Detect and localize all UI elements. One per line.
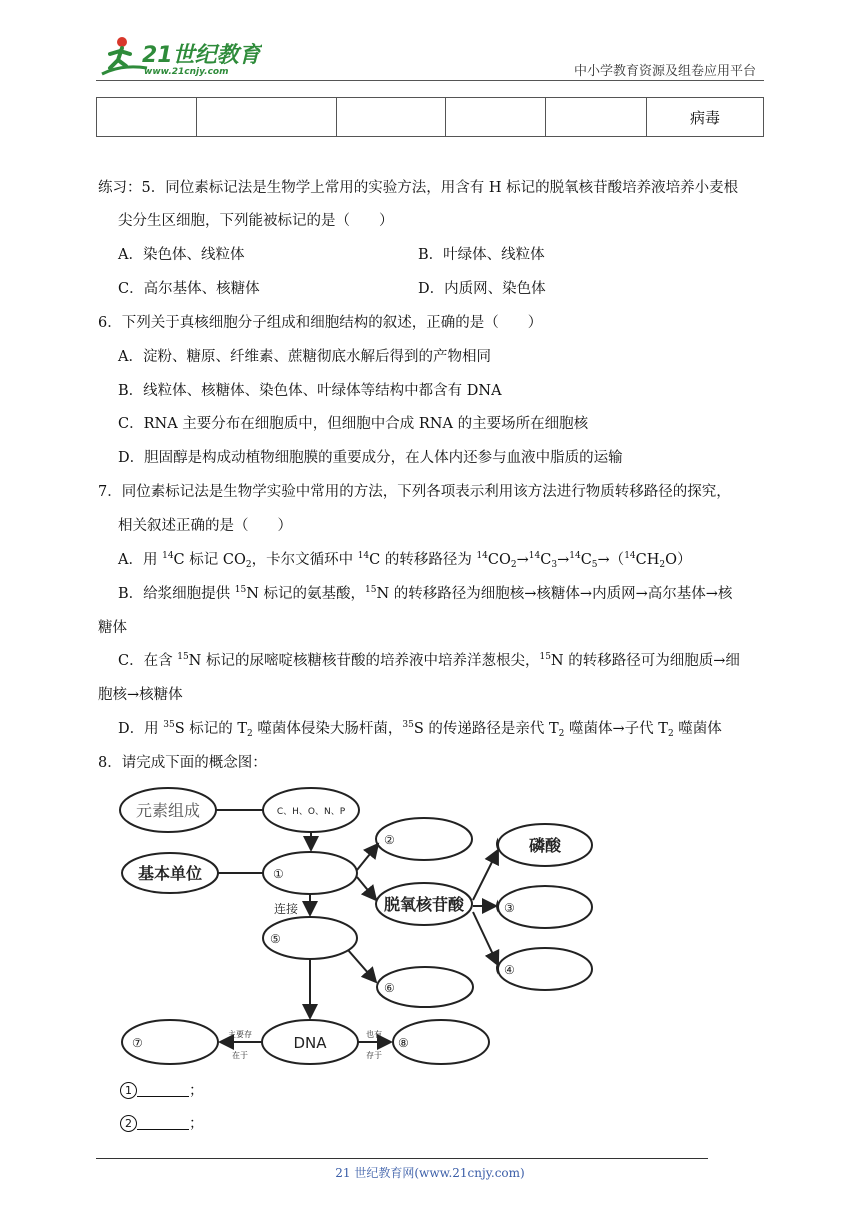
- site-logo: [92, 34, 262, 80]
- label-yeyou: 也有: [366, 1030, 382, 1039]
- q6-option-d: D．胆固醇是构成动植物细胞膜的重要成分，在人体内还参与血液中脂质的运输: [118, 450, 623, 466]
- label-jiben: 基本单位: [137, 864, 203, 883]
- label-chonp: C、H、O、N、P: [276, 807, 346, 817]
- q7-option-b-line1: B．给浆细胞提供 $^{15}$N 标记的氨基酸，$^{15}$N 的转移路径为细胞核→核糖体→内质网→高尔基体→核: [118, 585, 733, 602]
- label-2: ②: [384, 833, 395, 847]
- concept-diagram-far-right: [496, 822, 596, 1007]
- logo-text: 21世纪教育: [142, 43, 261, 68]
- label-yuansu: 元素组成: [135, 801, 201, 820]
- q7-option-c-line2: 胞核→核糖体: [98, 687, 183, 703]
- runner-logo-icon: [92, 34, 262, 80]
- table-cell: [546, 98, 647, 137]
- q6-option-a: A．淀粉、糖原、纤维素、蔗糖彻底水解后得到的产物相同: [118, 349, 491, 365]
- label-5: ⑤: [270, 932, 281, 946]
- q5-option-c: C．高尔基体、核糖体: [118, 281, 260, 297]
- label-6: ⑥: [384, 981, 395, 995]
- label-4: ④: [504, 963, 515, 977]
- q6-option-b: B．线粒体、核糖体、染色体、叶绿体等结构中都含有 DNA: [118, 383, 502, 399]
- platform-title: 中小学教育资源及组卷应用平台: [573, 64, 756, 79]
- table-cell: [97, 98, 197, 137]
- footer-divider: [96, 1158, 708, 1159]
- q8-stem: 8．请完成下面的概念图：: [98, 755, 267, 771]
- answer-line-2: [120, 1114, 204, 1134]
- q6-stem: 6．下列关于真核细胞分子组成和细胞结构的叙述，正确的是（ ）: [98, 315, 543, 331]
- semicolon-2: ；: [189, 1116, 204, 1132]
- q7-stem-line2: 相关叙述正确的是（ ）: [118, 518, 292, 534]
- answer-number-2: 2: [120, 1115, 137, 1132]
- logo-url: www.21cnjy.com: [144, 67, 229, 77]
- label-tuoyang: 脱氧核苷酸: [383, 895, 465, 914]
- q7-option-b-line2: 糖体: [98, 620, 127, 636]
- edge-tuoyang-4: [473, 912, 498, 965]
- top-table: [96, 97, 764, 137]
- label-3: ③: [504, 901, 515, 915]
- label-8: ⑧: [398, 1036, 409, 1050]
- concept-diagram-right: [373, 815, 503, 1005]
- q7-option-c-line1: C．在含 $^{15}$N 标记的尿嘧啶核糖核苷酸的培养液中培养洋葱根尖，$^{15}$N 的转移路径可为细胞质→细: [118, 652, 740, 669]
- label-dna: DNA: [293, 1034, 327, 1052]
- table-cell: 病毒: [647, 98, 764, 137]
- q6-option-c: C．RNA 主要分布在细胞质中，但细胞中合成 RNA 的主要场所在细胞核: [118, 416, 589, 432]
- table-cell: [197, 98, 337, 137]
- q5-stem-line1: 练习：5．同位素标记法是生物学上常用的实验方法，用含有 H 标记的脱氧核苷酸培养液培养小麦根: [98, 180, 739, 196]
- label-zaiyu1: 在于: [232, 1051, 248, 1060]
- answer-blank-1[interactable]: [137, 1082, 189, 1097]
- q7-stem-line1: 7．同位素标记法是生物学实验中常用的方法，下列各项表示利用该方法进行物质转移路径的探究，: [98, 484, 731, 500]
- q7-option-a: A．用 $^{14}$C 标记 $CO_2$，卡尔文循环中 $^{14}$C 的转移路径为 $^{14}CO_2\to^{14}C_3\to^{14}C_5\to(^{14}CH_2O)$: [118, 551, 692, 570]
- label-lianjie: 连接: [273, 902, 299, 916]
- q5-stem-line2: 尖分生区细胞，下列能被标记的是（ ）: [118, 213, 394, 229]
- label-7: ⑦: [132, 1036, 143, 1050]
- label-1: ①: [273, 867, 284, 881]
- q5-option-d: D．内质网、染色体: [418, 281, 546, 297]
- header-divider: [96, 80, 764, 81]
- answer-number-1: 1: [120, 1082, 137, 1099]
- answer-blank-2[interactable]: [137, 1115, 189, 1130]
- table-cell: [446, 98, 546, 137]
- label-zaiyu2: 存于: [366, 1051, 382, 1060]
- q5-option-a: A．染色体、线粒体: [118, 247, 245, 263]
- q7-option-d: D．用 $^{35}$S 标记的 $T_2$ 噬菌体侵染大肠杆菌，$^{35}$S 的传递路径是亲代 $T_2$ 噬菌体→子代 $T_2$ 噬菌体: [118, 720, 722, 739]
- edge-tuoyang-linsuan: [473, 850, 498, 900]
- label-zhuyao: 主要存: [228, 1030, 252, 1039]
- semicolon-1: ；: [189, 1083, 204, 1099]
- answer-line-1: [120, 1081, 204, 1101]
- table-row: [97, 98, 764, 137]
- label-linsuan: 磷酸: [528, 836, 562, 855]
- q5-option-b: B．叶绿体、线粒体: [418, 247, 545, 263]
- table-cell: [337, 98, 446, 137]
- footer-text[interactable]: 21 世纪教育网(www.21cnjy.com): [335, 1166, 525, 1180]
- edge-5-6: [348, 950, 376, 982]
